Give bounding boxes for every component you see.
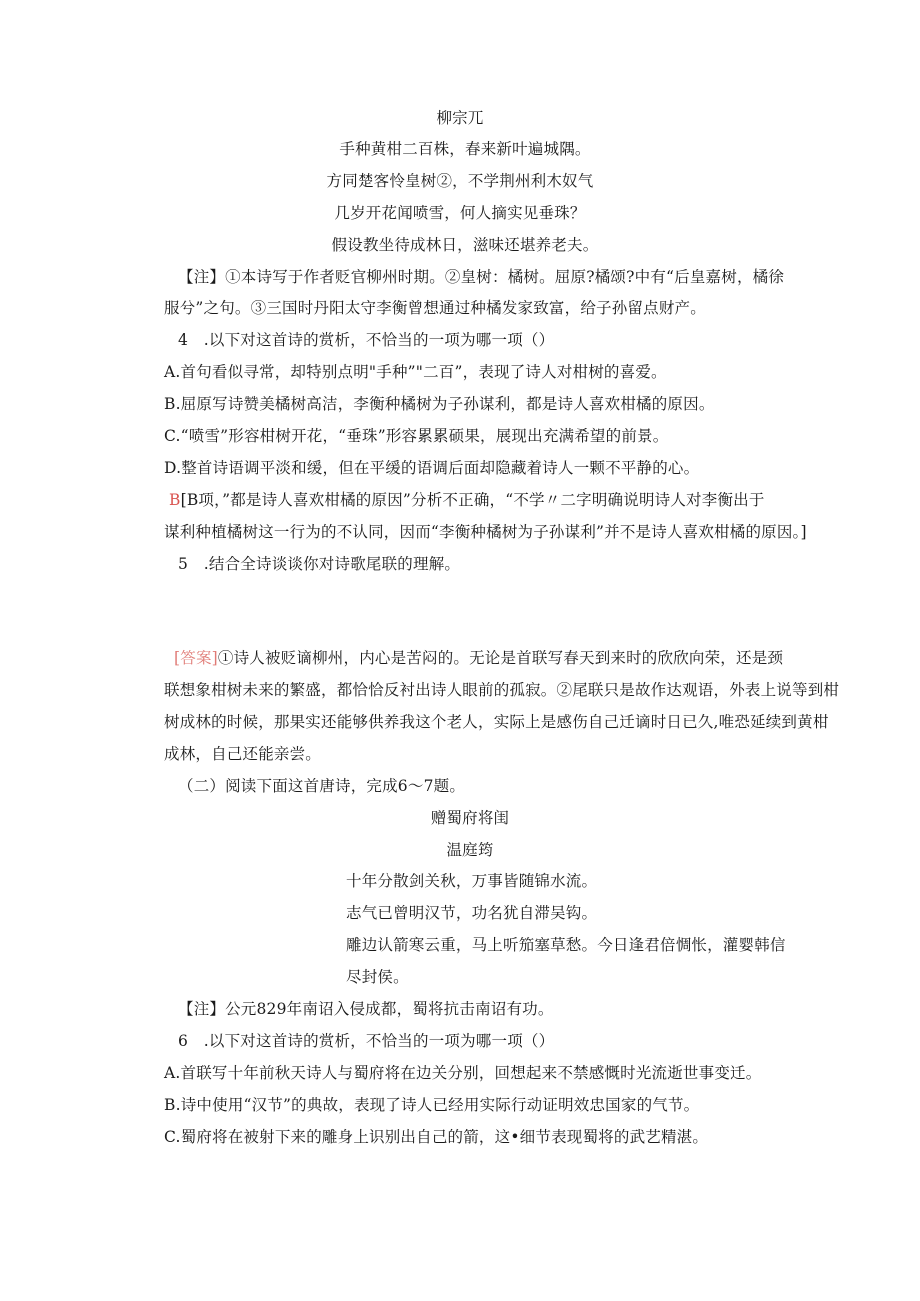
question-4-answer-line: 谋利种植橘树这一行为的不认同，因而“李衡种橘树为子孙谋利”并不是诗人喜欢柑橘的原因。] — [164, 523, 807, 541]
question-4-option-d: D.整首诗语调平淡和缓，但在平缓的语调后面却隐藏着诗人一颗不平静的心。 — [164, 459, 700, 477]
question-6-option-c: C.蜀府将在被射下来的雕身上识别出自己的箭，这•细节表现蜀将的武艺精湛。 — [164, 1128, 709, 1146]
section-intro: （二）阅读下面这首唐诗，完成6～7题。 — [178, 777, 466, 795]
question-6-option-b: B.诗中使用“汉节”的典故，表现了诗人已经用实际行动证明效忠国家的气节。 — [164, 1096, 700, 1114]
poem-title: 赠蜀府将闺 — [430, 809, 510, 827]
poem-line: 假设教坐待成林日，滋味还堪养老夫。 — [331, 236, 599, 254]
question-4-stem: 4 .以下对这首诗的赏析，不恰当的一项为哪一项（） — [178, 331, 555, 349]
answer-text: [B项，”都是诗人喜欢柑橘的原因”分析不正确，“不学〃二字明确说明诗人对李衡出于 — [180, 491, 765, 509]
answer-line: 联想象柑树未来的繁盛，都恰恰反衬出诗人眼前的孤寂。②尾联只是故作达观语，外表上说等到柑 — [164, 681, 840, 699]
poem-line: 手种黄柑二百株，春来新叶遍城隅。 — [339, 140, 591, 158]
question-6-stem: 6 .以下对这首诗的赏析，不恰当的一项为哪一项（） — [178, 1032, 555, 1050]
question-4-answer — [169, 490, 765, 510]
poem-note-line: 【注】①本诗写于作者贬官柳州时期。②皇树：橘树。屈原?橘颂?中有“后皇嘉树，橘徐 — [178, 268, 785, 286]
question-4-option-a: A.首句看似寻常，却特别点明"手种”"二百”，表现了诗人对柑树的喜爱。 — [164, 363, 667, 381]
answer-letter: B — [169, 491, 181, 509]
poem-line: 方同楚客怜皇树②，不学荆州利木奴气 — [326, 172, 594, 190]
poem-note: 【注】公元829年南诏入侵成都，蜀将抗击南诏有功。 — [178, 1000, 554, 1018]
poem-author: 柳宗兀 — [436, 109, 484, 127]
poem-note-line: 服兮”之句。③三国时丹阳太守李衡曾想通过种橘发家致富，给子孙留点财产。 — [164, 299, 706, 317]
question-5-stem: 5 .结合全诗谈谈你对诗歌尾联的理解。 — [178, 555, 461, 573]
question-4-option-b: B.屈原写诗赞美橘树高洁，李衡种橘树为子孙谋利，都是诗人喜欢柑橘的原因。 — [164, 395, 715, 413]
answer-label: [答案] — [174, 649, 218, 667]
poem-line: 雕边认箭寒云重，马上听笳塞草愁。今日逢君倍惆怅，灌婴韩信 — [346, 936, 786, 954]
answer-line: 成林，自己还能亲尝。 — [164, 745, 322, 763]
poem-line: 几岁开花闻喷雪，何人摘实见垂珠？ — [334, 204, 586, 222]
answer-line: 树成林的时候，那果实还能够供养我这个老人，实际上是感伤自己迁谪时日已久,唯恐延续到黄柑 — [164, 713, 829, 731]
poem-line: 尽封侯。 — [346, 968, 409, 986]
poem-line: 十年分散剑关秋，万事皆随锦水流。 — [346, 872, 598, 890]
question-5-answer — [174, 648, 783, 668]
poem-line: 志气已曾明汉节，功名犹自滞吴钩。 — [346, 904, 598, 922]
poem-author: 温庭筠 — [446, 841, 494, 859]
question-6-option-a: A.首联写十年前秋天诗人与蜀府将在边关分别，回想起来不禁感慨时光流逝世事变迁。 — [164, 1064, 762, 1082]
question-4-option-c: C.“喷雪”形容柑树开花，“垂珠”形容累累硕果，展现出充满希望的前景。 — [164, 427, 669, 445]
answer-text: ①诗人被贬谪柳州，内心是苦闷的。无论是首联写春天到来时的欣欣向荣，还是颈 — [217, 649, 784, 667]
